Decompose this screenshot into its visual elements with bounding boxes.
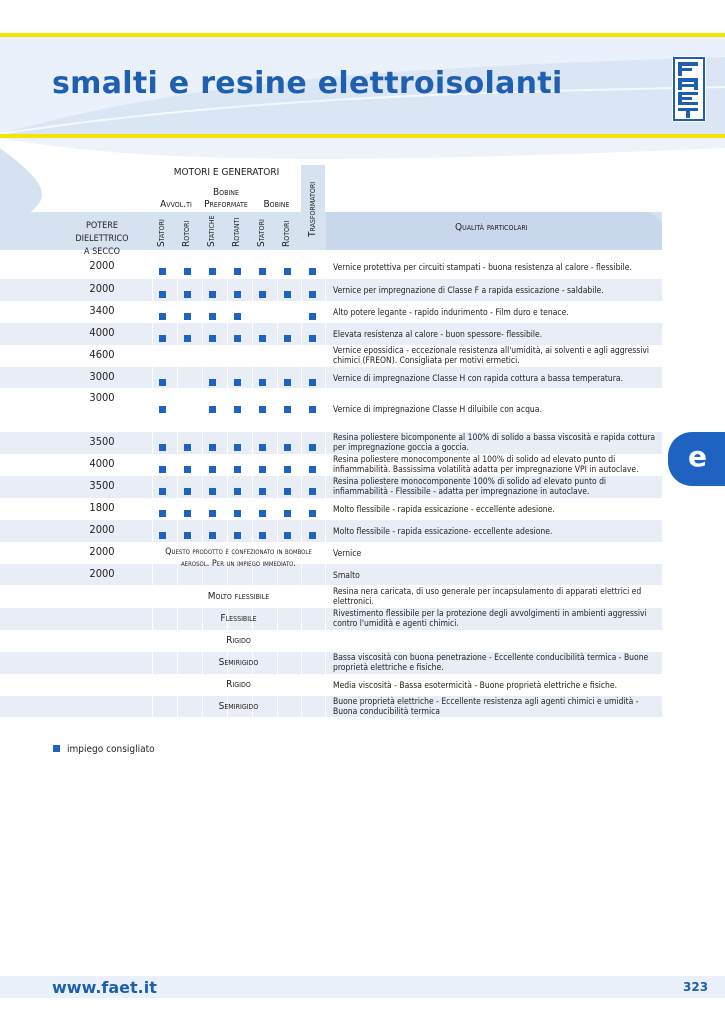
cell-divider: [301, 432, 302, 454]
potere-value: 3500: [89, 479, 115, 492]
bobine-preformate-line1: Bobine: [213, 187, 239, 198]
recommended-mark: [234, 313, 241, 320]
cell-divider: [152, 388, 153, 432]
cell-divider: [177, 432, 178, 454]
quality-description: Molto flessibile - rapida essicazione- eccellente adesione.: [333, 527, 553, 537]
col-rotori-2: Rotori: [281, 220, 292, 247]
cell-divider: [325, 696, 326, 717]
recommended-mark: [209, 335, 216, 342]
recommended-mark: [309, 313, 316, 320]
table-row: [0, 696, 662, 717]
potere-line2: A SECCO: [83, 247, 121, 257]
cell-divider: [252, 256, 253, 278]
cell-divider: [152, 476, 153, 498]
recommended-mark: [159, 406, 166, 413]
cell-divider: [152, 256, 153, 278]
quality-description: Vernice di impregnazione Classe H diluibile con acqua.: [333, 405, 542, 415]
recommended-mark: [209, 510, 216, 517]
hardness-label: Semirigido: [218, 657, 259, 668]
cell-divider: [152, 301, 153, 323]
quality-description: Bassa viscosità con buona penetrazione - Eccellente conducibilità termica - Buone proprietà elettriche e fisiche.: [333, 653, 649, 673]
cell-divider: [277, 476, 278, 498]
cell-divider: [227, 454, 228, 476]
table-row: [0, 542, 662, 564]
recommended-mark: [209, 532, 216, 539]
section-tab: [668, 432, 725, 486]
cell-divider: [177, 520, 178, 542]
cell-divider: [227, 476, 228, 498]
cell-divider: [325, 301, 326, 323]
recommended-mark: [309, 488, 316, 495]
recommended-mark: [159, 444, 166, 451]
cell-divider: [277, 301, 278, 323]
recommended-mark: [309, 291, 316, 298]
cell-divider: [277, 498, 278, 520]
table-row: [0, 608, 662, 630]
cell-divider: [325, 652, 326, 674]
cell-divider: [202, 476, 203, 498]
recommended-mark: [184, 335, 191, 342]
quality-description: Vernice protettiva per circuiti stampati - buona resistenza al calore - flessibile.: [333, 263, 632, 273]
table-row: [0, 256, 662, 278]
recommended-mark: [234, 406, 241, 413]
potere-value: 2000: [89, 567, 115, 580]
recommended-mark: [309, 444, 316, 451]
cell-divider: [227, 498, 228, 520]
recommended-mark: [234, 379, 241, 386]
recommended-mark: [159, 510, 166, 517]
recommended-mark: [309, 335, 316, 342]
quality-description: Elevata resistenza al calore - buon spessore- flessibile.: [333, 330, 543, 340]
potere-value: 4000: [89, 457, 115, 470]
quality-description: Alto potere legante - rapido indurimento - Film duro e tenace.: [333, 308, 569, 318]
recommended-mark: [159, 488, 166, 495]
recommended-mark: [284, 510, 291, 517]
recommended-mark: [234, 532, 241, 539]
recommended-mark: [234, 291, 241, 298]
recommended-mark: [259, 379, 266, 386]
cell-divider: [252, 301, 253, 323]
cell-divider: [227, 520, 228, 542]
recommended-mark: [209, 291, 216, 298]
recommended-mark: [209, 268, 216, 275]
recommended-mark: [159, 268, 166, 275]
recommended-mark: [184, 488, 191, 495]
recommended-mark: [309, 379, 316, 386]
cell-divider: [325, 564, 326, 585]
potere-value: 2000: [89, 282, 115, 295]
cell-divider: [325, 432, 326, 454]
legend: [53, 744, 155, 755]
table-row: [0, 520, 662, 542]
avvolti-header: Avvol.ti: [160, 199, 192, 210]
cell-divider: [202, 323, 203, 345]
cell-divider: [252, 476, 253, 498]
cell-divider: [202, 345, 203, 367]
cell-divider: [177, 454, 178, 476]
recommended-mark: [259, 268, 266, 275]
bobine-preformate-line2: Preformate: [204, 199, 248, 210]
potere-value: 3000: [89, 370, 115, 383]
cell-divider: [277, 367, 278, 388]
quality-description: Resina nera caricata, di uso generale per incapsulamento di apparati elettrici ed elettronici.: [333, 587, 642, 607]
recommended-mark: [184, 510, 191, 517]
recommended-mark: [209, 444, 216, 451]
recommended-mark: [184, 466, 191, 473]
cell-divider: [277, 256, 278, 278]
qualita-particolari-header: Qualità particolari: [455, 222, 528, 233]
col-rotanti: Rotanti: [231, 217, 242, 247]
potere-value: 4600: [89, 348, 115, 361]
cell-divider: [325, 586, 326, 608]
cell-divider: [252, 388, 253, 432]
recommended-mark: [234, 268, 241, 275]
recommended-mark: [309, 466, 316, 473]
cell-divider: [202, 520, 203, 542]
cell-divider: [227, 323, 228, 345]
table-row: [0, 388, 662, 432]
recommended-mark: [284, 532, 291, 539]
cell-divider: [152, 432, 153, 454]
recommended-mark: [284, 379, 291, 386]
cell-divider: [252, 323, 253, 345]
table-row: [0, 279, 662, 301]
cell-divider: [325, 279, 326, 301]
col-rotori: Rotori: [181, 220, 192, 247]
cell-divider: [325, 630, 326, 652]
recommended-mark: [309, 406, 316, 413]
cell-divider: [202, 498, 203, 520]
legend-square-icon: [53, 745, 60, 752]
recommended-mark: [234, 488, 241, 495]
recommended-mark: [234, 466, 241, 473]
cell-divider: [325, 498, 326, 520]
cell-divider: [325, 520, 326, 542]
cell-divider: [152, 454, 153, 476]
recommended-mark: [234, 444, 241, 451]
quality-description: Buone proprietà elettriche - Eccellente resistenza agli agenti chimici e umidità - Buona conducibilità termica: [333, 697, 639, 717]
cell-divider: [277, 345, 278, 367]
quality-description: Resina poliestere bicomponente al 100% di solido a bassa viscosità e rapida cottura per impregnazione goccia a goccia.: [333, 433, 656, 453]
potere-value: 2000: [89, 523, 115, 536]
bobine-preformate-header: [200, 187, 252, 211]
cell-divider: [227, 432, 228, 454]
cell-divider: [152, 498, 153, 520]
hardness-label: Semirigido: [218, 701, 259, 712]
recommended-mark: [284, 268, 291, 275]
table-row: [0, 476, 662, 498]
recommended-mark: [159, 379, 166, 386]
cell-divider: [177, 301, 178, 323]
cell-divider: [177, 279, 178, 301]
table-row: [0, 630, 662, 652]
recommended-mark: [259, 488, 266, 495]
potere-value: 3000: [89, 391, 115, 404]
recommended-mark: [184, 444, 191, 451]
table-row: [0, 345, 662, 367]
cell-divider: [227, 388, 228, 432]
legend-label: impiego consigliato: [67, 744, 155, 755]
recommended-mark: [184, 268, 191, 275]
cell-divider: [152, 345, 153, 367]
cell-divider: [177, 367, 178, 388]
cell-divider: [252, 279, 253, 301]
col-statori-2: Statori: [256, 219, 267, 247]
cell-divider: [325, 367, 326, 388]
cell-divider: [152, 367, 153, 388]
cell-divider: [277, 388, 278, 432]
cell-divider: [202, 256, 203, 278]
quality-description: Smalto: [333, 571, 360, 581]
table-row: [0, 323, 662, 345]
quality-description: Vernice epossidica - eccezionale resistenza all'umidità, ai solventi e agli aggressivi chimici (FREON). Consigliata per motivi ermetici.: [333, 346, 650, 366]
quality-description: Resina poliestere monocomponente 100% di solido ad elevato punto di infiammabilità - Flessibile - adatta per impregnazione in autoclave.: [333, 477, 607, 497]
cell-divider: [227, 256, 228, 278]
cell-divider: [325, 323, 326, 345]
recommended-mark: [184, 291, 191, 298]
hardness-label: Rigido: [226, 635, 251, 646]
recommended-mark: [209, 379, 216, 386]
potere-value: 2000: [89, 545, 115, 558]
cell-divider: [301, 256, 302, 278]
col-trasformatori: Trasformatori: [307, 181, 318, 237]
recommended-mark: [284, 466, 291, 473]
cell-divider: [177, 345, 178, 367]
cell-divider: [301, 476, 302, 498]
quality-description: Rivestimento flessibile per la protezione degli avvolgimenti in ambienti aggressivi contro l'umidità e agenti chimici.: [333, 609, 647, 629]
cell-divider: [202, 432, 203, 454]
col-statori: Statori: [156, 219, 167, 247]
cell-divider: [277, 432, 278, 454]
cell-divider: [202, 454, 203, 476]
banner-swoosh: [0, 138, 725, 218]
quality-description: Resina poliestere monocomponente al 100% di solido ad elevato punto di infiammabilità. Bassissima volatilità adatta per impregnazione VPI in autoclave.: [333, 455, 639, 475]
table-row: [0, 674, 662, 696]
table-row: [0, 564, 662, 585]
cell-divider: [325, 388, 326, 432]
cell-divider: [152, 323, 153, 345]
table-row: [0, 367, 662, 388]
potere-value: 2000: [89, 259, 115, 272]
cell-divider: [177, 323, 178, 345]
recommended-mark: [284, 291, 291, 298]
cell-divider: [325, 476, 326, 498]
col-statiche: Statiche: [206, 215, 217, 247]
cell-divider: [301, 301, 302, 323]
recommended-mark: [159, 313, 166, 320]
recommended-mark: [284, 444, 291, 451]
table-row: [0, 498, 662, 520]
recommended-mark: [209, 313, 216, 320]
cell-divider: [252, 432, 253, 454]
page-number: 323: [683, 980, 709, 994]
table-row: [0, 432, 662, 454]
cell-divider: [177, 256, 178, 278]
recommended-mark: [284, 406, 291, 413]
cell-divider: [301, 279, 302, 301]
cell-divider: [202, 301, 203, 323]
cell-divider: [177, 476, 178, 498]
cell-divider: [301, 454, 302, 476]
cell-divider: [202, 367, 203, 388]
cell-divider: [325, 454, 326, 476]
cell-divider: [252, 520, 253, 542]
cell-divider: [252, 345, 253, 367]
recommended-mark: [259, 406, 266, 413]
potere-value: 1800: [89, 501, 115, 514]
table-row: [0, 454, 662, 476]
recommended-mark: [209, 466, 216, 473]
potere-dielettrico-header: [60, 220, 144, 259]
quality-description: Vernice: [333, 549, 362, 559]
recommended-mark: [209, 488, 216, 495]
cell-divider: [227, 279, 228, 301]
recommended-mark: [259, 444, 266, 451]
website-link[interactable]: www.faet.it: [52, 978, 157, 997]
recommended-mark: [309, 268, 316, 275]
recommended-mark: [309, 510, 316, 517]
recommended-mark: [234, 510, 241, 517]
cell-divider: [277, 454, 278, 476]
recommended-mark: [234, 335, 241, 342]
hardness-label: Molto flessibile: [207, 591, 270, 602]
recommended-mark: [259, 335, 266, 342]
section-tab-letter: e: [688, 440, 707, 473]
aerosol-note: Questo prodotto è confezionato in bombole aerosol. Per un impiego immediato.: [165, 547, 312, 569]
cell-divider: [227, 345, 228, 367]
recommended-mark: [159, 466, 166, 473]
potere-value: 3500: [89, 435, 115, 448]
cell-divider: [325, 345, 326, 367]
hardness-label: Rigido: [226, 679, 251, 690]
cell-divider: [277, 520, 278, 542]
recommended-mark: [284, 488, 291, 495]
cell-divider: [202, 388, 203, 432]
cell-divider: [325, 608, 326, 630]
recommended-mark: [309, 532, 316, 539]
cell-divider: [202, 279, 203, 301]
quality-description: Vernice di impregnazione Classe H con rapida cottura a bassa temperatura.: [333, 374, 624, 384]
bobine-header: Bobine: [263, 199, 290, 210]
motori-generatori-header: MOTORI E GENERATORI: [173, 167, 280, 178]
potere-line1: POTERE DIELETTRICO: [75, 221, 129, 244]
cell-divider: [301, 498, 302, 520]
cell-divider: [301, 345, 302, 367]
recommended-mark: [259, 510, 266, 517]
recommended-mark: [284, 335, 291, 342]
cell-divider: [325, 674, 326, 696]
potere-value: 4000: [89, 326, 115, 339]
recommended-mark: [184, 532, 191, 539]
cell-divider: [325, 542, 326, 564]
table-row: [0, 586, 662, 608]
cell-divider: [252, 454, 253, 476]
recommended-mark: [259, 532, 266, 539]
quality-description: Media viscosità - Bassa esotermicità - Buone proprietà elettriche e fisiche.: [333, 681, 618, 691]
cell-divider: [301, 520, 302, 542]
cell-divider: [325, 256, 326, 278]
recommended-mark: [209, 406, 216, 413]
recommended-mark: [184, 313, 191, 320]
page-title: smalti e resine elettroisolanti: [52, 66, 563, 101]
table-row: [0, 652, 662, 674]
potere-value: 3400: [89, 304, 115, 317]
cell-divider: [301, 367, 302, 388]
recommended-mark: [159, 291, 166, 298]
recommended-mark: [259, 466, 266, 473]
faet-logo: [672, 56, 706, 122]
cell-divider: [152, 520, 153, 542]
cell-divider: [252, 367, 253, 388]
cell-divider: [277, 279, 278, 301]
cell-divider: [301, 388, 302, 432]
table-row: [0, 301, 662, 323]
cell-divider: [177, 388, 178, 432]
quality-description: Molto flessibile - rapida essicazione - eccellente adesione.: [333, 505, 555, 515]
recommended-mark: [159, 335, 166, 342]
quality-description: Vernice per impregnazione di Classe F a rapida essicazione - saldabile.: [333, 286, 604, 296]
cell-divider: [301, 323, 302, 345]
cell-divider: [277, 323, 278, 345]
cell-divider: [152, 279, 153, 301]
cell-divider: [177, 498, 178, 520]
cell-divider: [227, 301, 228, 323]
hardness-label: Flessibile: [220, 613, 257, 624]
recommended-mark: [259, 291, 266, 298]
cell-divider: [252, 498, 253, 520]
cell-divider: [227, 367, 228, 388]
recommended-mark: [159, 532, 166, 539]
